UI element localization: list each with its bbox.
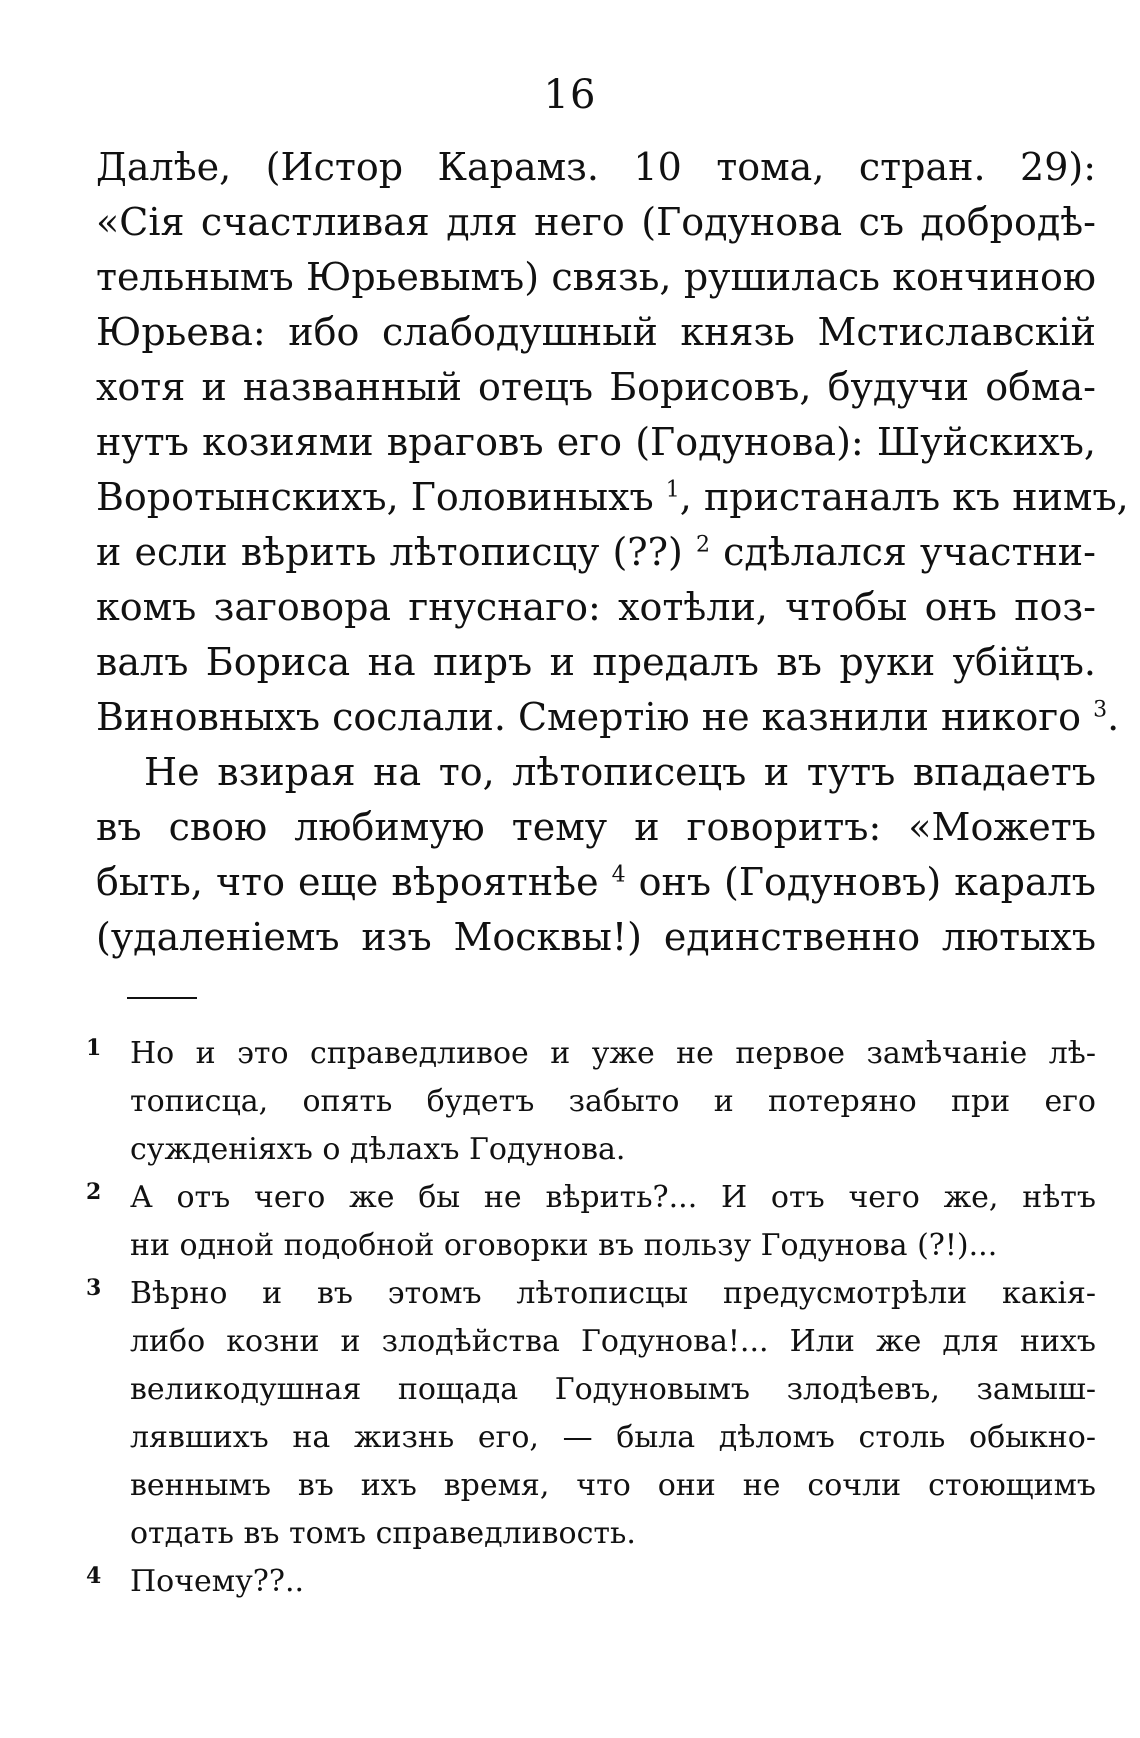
text-line-with-ref [96, 855, 1096, 910]
text-segment: , пристаналъ къ нимъ, [679, 475, 1129, 519]
footnote-number: 4 [86, 1563, 102, 1589]
footnote-line: А отъ чего же бы не вѣрить?... И отъ чего же, нѣтъ [130, 1180, 1096, 1215]
text-line-with-ref [96, 470, 1129, 525]
text-line: валъ Бориса на пиръ и предалъ въ руки убійцъ. [96, 640, 1096, 684]
main-text [96, 140, 1129, 965]
footnote-3 [86, 1270, 1096, 1558]
text-segment: Воротынскихъ, Головиныхъ [96, 475, 654, 519]
footnote-line: тописца, опять будетъ забыто и потеряно при его [130, 1084, 1096, 1119]
footnote-line: лявшихъ на жизнь его, — была дѣломъ столь обыкно- [130, 1420, 1096, 1455]
footnote-line: Но и это справедливое и уже не первое замѣчаніе лѣ- [130, 1036, 1096, 1071]
footnote-line: сужденіяхъ о дѣлахъ Годунова. [130, 1132, 626, 1167]
footnote-number: 3 [86, 1275, 102, 1301]
footnote-1 [86, 1030, 1096, 1174]
text-segment: онъ (Годуновъ) каралъ [638, 860, 1096, 904]
footnote-number: 1 [86, 1035, 102, 1061]
footnote-line: веннымъ въ ихъ время, что они не сочли стоющимъ [130, 1468, 1096, 1503]
footnote-line: Почему??.. [130, 1564, 305, 1599]
text-segment: Виновныхъ сослали. Смертію не казнили никого [96, 695, 1082, 739]
text-line-with-ref [96, 525, 1096, 580]
footnote-ref: 1 [665, 477, 680, 503]
footnote-ref: 3 [1093, 697, 1108, 723]
text-line: хотя и названный отецъ Борисовъ, будучи обма- [96, 365, 1096, 409]
footnote-ref: 4 [611, 862, 626, 888]
text-line: тельнымъ Юрьевымъ) связь, рушилась кончиною [96, 255, 1096, 299]
text-line: въ свою любимую тему и говоритъ: «Можетъ [96, 805, 1096, 849]
footnote-number: 2 [86, 1179, 102, 1205]
footnote-line: Вѣрно и въ этомъ лѣтописцы предусмотрѣли какія- [130, 1276, 1096, 1311]
footnote-line: отдать въ томъ справедливость. [130, 1516, 636, 1551]
footnote-divider [127, 997, 197, 999]
text-line: комъ заговора гнуснаго: хотѣли, чтобы онъ поз- [96, 585, 1096, 629]
text-line: нутъ козиями враговъ его (Годунова): Шуйскихъ, [96, 420, 1096, 464]
text-line: Не взирая на то, лѣтописецъ и тутъ впадаетъ [144, 750, 1096, 794]
footnote-line: либо козни и злодѣйства Годунова!... Или же для нихъ [130, 1324, 1096, 1359]
text-line: Далѣе, (Истор Карамз. 10 тома, стран. 29): [96, 145, 1096, 189]
text-segment: быть, что еще вѣроятнѣе [96, 860, 599, 904]
text-segment: и если вѣрить лѣтописцу (??) [96, 530, 683, 574]
text-line: (удаленіемъ изъ Москвы!) единственно лютыхъ [96, 915, 1096, 959]
footnotes [86, 1030, 1096, 1606]
footnote-line: ни одной подобной оговорки въ пользу Годунова (?!)... [130, 1228, 998, 1263]
footnote-2 [86, 1174, 1096, 1270]
text-segment: сдѣлался участни- [723, 530, 1096, 574]
footnote-4 [86, 1558, 1096, 1606]
text-line: «Сія счастливая для него (Годунова съ добродѣ- [96, 200, 1096, 244]
footnote-line: великодушная пощада Годуновымъ злодѣевъ, замыш- [130, 1372, 1096, 1407]
page-number: 16 [543, 72, 597, 118]
text-line: Юрьева: ибо слабодушный князь Мстиславскій [96, 310, 1096, 354]
footnote-ref: 2 [695, 532, 710, 558]
text-line-with-ref: Виновныхъ сослали. Смертію не казнили никого $^3$. [96, 695, 1120, 739]
